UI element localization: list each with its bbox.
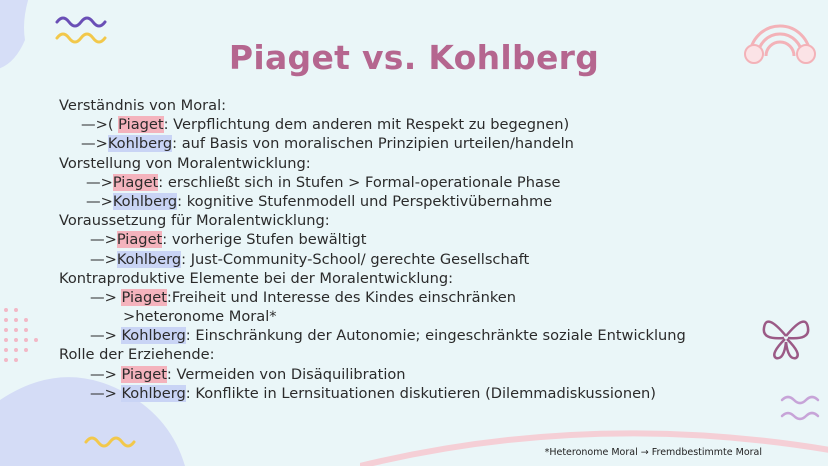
list-item	[59, 269, 686, 288]
list-item	[59, 345, 686, 364]
list-item	[59, 192, 686, 211]
list-item	[59, 230, 686, 249]
squiggle-bottom-icon	[84, 432, 144, 450]
piaget-highlight: Piaget	[112, 173, 159, 191]
list-item	[59, 115, 686, 134]
line-text: : Vermeiden von Disäquilibration	[166, 365, 406, 383]
line-prefix: —>	[90, 250, 117, 268]
list-item	[59, 173, 686, 192]
line-prefix: —>	[90, 327, 122, 345]
line-prefix: —>	[90, 231, 117, 249]
line-text: : Konflikte in Lernsituationen diskutieren (Dilemmadiskussionen)	[185, 384, 656, 402]
footnote: *Heteronome Moral → Fremdbestimmte Moral	[544, 447, 762, 458]
line-prefix: —>	[86, 192, 113, 210]
line-prefix: —>(	[81, 116, 119, 134]
kohlberg-highlight: Kohlberg	[121, 327, 186, 345]
line-prefix: Verständnis von Moral:	[59, 97, 227, 114]
piaget-highlight: Piaget	[121, 365, 167, 383]
kohlberg-highlight: Kohlberg	[116, 250, 182, 268]
line-prefix: —>	[90, 288, 122, 306]
list-item	[59, 288, 686, 307]
list-item	[59, 384, 686, 403]
line-text: : auf Basis von moralischen Prinzipien urteilen/handeln	[172, 135, 574, 153]
line-prefix: —>	[81, 135, 108, 153]
kohlberg-highlight: Kohlberg	[112, 192, 178, 210]
line-prefix: Kontraproduktive Elemente bei der Moralentwicklung:	[59, 269, 454, 287]
list-item	[59, 134, 686, 153]
list-item	[59, 326, 686, 345]
line-text: : kognitive Stufenmodell und Perspektivübernahme	[177, 192, 553, 210]
list-item	[59, 211, 686, 230]
line-prefix: Voraussetzung für Moralentwicklung:	[59, 212, 330, 230]
line-text: : Verpflichtung dem anderen mit Respekt zu begegnen)	[163, 116, 570, 134]
list-item	[59, 154, 686, 173]
list-item	[59, 96, 686, 115]
line-prefix: —>	[90, 365, 122, 383]
line-prefix: Vorstellung von Moralentwicklung:	[59, 154, 311, 172]
line-prefix: —>	[86, 173, 113, 191]
line-text: : vorherige Stufen bewältigt	[162, 231, 367, 249]
list-item	[59, 365, 686, 384]
kohlberg-highlight: Kohlberg	[107, 135, 173, 153]
line-text: : Einschränkung der Autonomie; eingeschränkte soziale Entwicklung	[185, 327, 686, 345]
line-text: :Freiheit und Interesse des Kindes einschränken	[166, 288, 517, 306]
piaget-highlight: Piaget	[121, 288, 167, 306]
line-prefix: >heteronome Moral*	[123, 308, 277, 326]
line-prefix: Rolle der Erziehende:	[59, 346, 215, 364]
line-prefix: —>	[90, 384, 122, 402]
piaget-highlight: Piaget	[116, 231, 163, 249]
butterfly-icon	[758, 308, 814, 364]
arc-bottom-decoration-icon	[360, 420, 828, 466]
line-text: : Just-Community-School/ gerechte Gesellschaft	[181, 250, 530, 268]
slide-title: Piaget vs. Kohlberg	[228, 38, 600, 77]
content-list	[59, 96, 686, 403]
line-text: : erschließt sich in Stufen > Formal-operationale Phase	[158, 173, 561, 191]
kohlberg-highlight: Kohlberg	[121, 384, 186, 402]
list-item	[59, 250, 686, 269]
piaget-highlight: Piaget	[118, 116, 164, 134]
list-item	[59, 307, 686, 326]
